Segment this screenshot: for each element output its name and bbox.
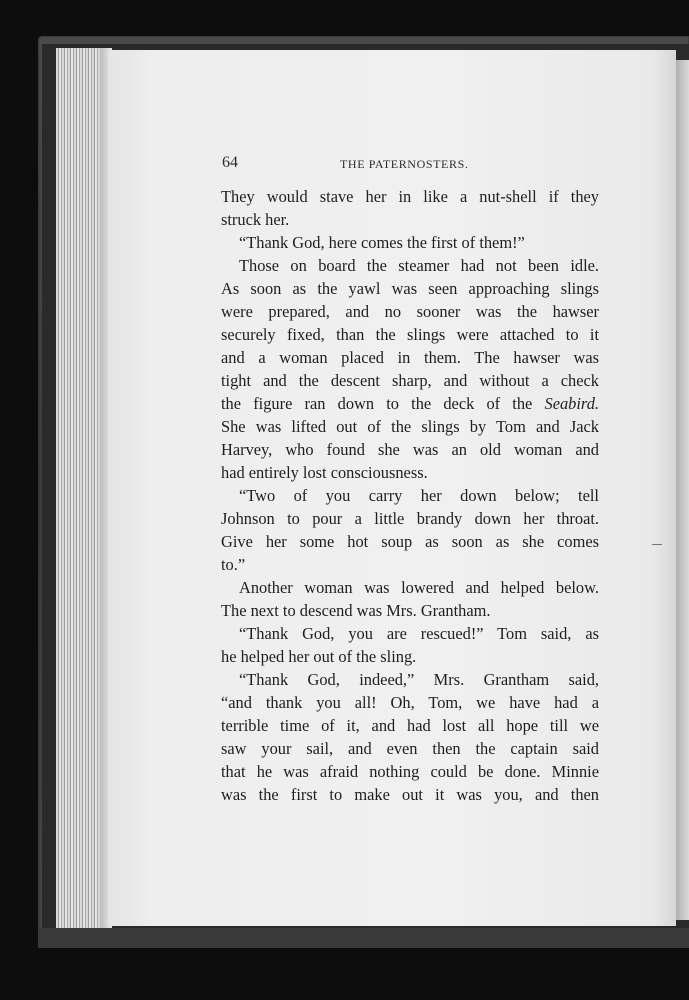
text-line: Give her some hot soup as soon as she comes bbox=[221, 532, 599, 551]
page-edges bbox=[56, 48, 112, 928]
text-line: “Thank God, you are rescued!” Tom said, as bbox=[239, 624, 599, 643]
text-line: “Thank God, indeed,” Mrs. Grantham said, bbox=[239, 670, 599, 689]
text-line: “Two of you carry her down below; tell bbox=[239, 486, 599, 505]
text-line: that he was afraid nothing could be done. Minnie bbox=[221, 762, 599, 781]
text-line: to.” bbox=[221, 555, 246, 574]
text-line: As soon as the yawl was seen approaching slings bbox=[221, 279, 599, 298]
text-line: “Thank God, here comes the first of them!” bbox=[239, 233, 525, 252]
text-line: They would stave her in like a nut-shell if they bbox=[221, 187, 599, 206]
facing-page-edge bbox=[676, 60, 689, 920]
text-line: was the first to make out it was you, and then bbox=[221, 785, 599, 804]
text-line: The next to descend was Mrs. Grantham. bbox=[221, 601, 491, 620]
text-line: “and thank you all! Oh, Tom, we have had a bbox=[221, 693, 599, 712]
margin-mark bbox=[652, 544, 662, 545]
text-line: tight and the descent sharp, and without a check bbox=[221, 371, 599, 390]
text-line: struck her. bbox=[221, 210, 290, 229]
text-line: terrible time of it, and had lost all hope till we bbox=[221, 716, 599, 735]
text-line: She was lifted out of the slings by Tom and Jack bbox=[221, 417, 599, 436]
text-line: Another woman was lowered and helped below. bbox=[239, 578, 599, 597]
text-line: he helped her out of the sling. bbox=[221, 647, 417, 666]
text-line: had entirely lost consciousness. bbox=[221, 463, 428, 482]
text-line: were prepared, and no sooner was the hawser bbox=[221, 302, 599, 321]
text-line: securely fixed, than the slings were attached to it bbox=[221, 325, 599, 344]
italic-ship-name: Seabird. bbox=[544, 394, 599, 413]
cover-bottom-edge bbox=[38, 928, 689, 948]
page-number: 64 bbox=[222, 154, 238, 171]
text-line bbox=[221, 392, 599, 415]
running-title: THE PATERNOSTERS. bbox=[340, 157, 469, 171]
text-line: Johnson to pour a little brandy down her throat. bbox=[221, 509, 599, 528]
page-body-text bbox=[221, 185, 599, 806]
text-line: Those on board the steamer had not been idle. bbox=[239, 256, 599, 275]
running-header bbox=[222, 154, 598, 174]
text-line-part: the figure ran down to the deck of the bbox=[221, 394, 533, 413]
text-line: and a woman placed in them. The hawser was bbox=[221, 348, 599, 367]
text-line: saw your sail, and even then the captain said bbox=[221, 739, 599, 758]
text-line: Harvey, who found she was an old woman and bbox=[221, 440, 599, 459]
